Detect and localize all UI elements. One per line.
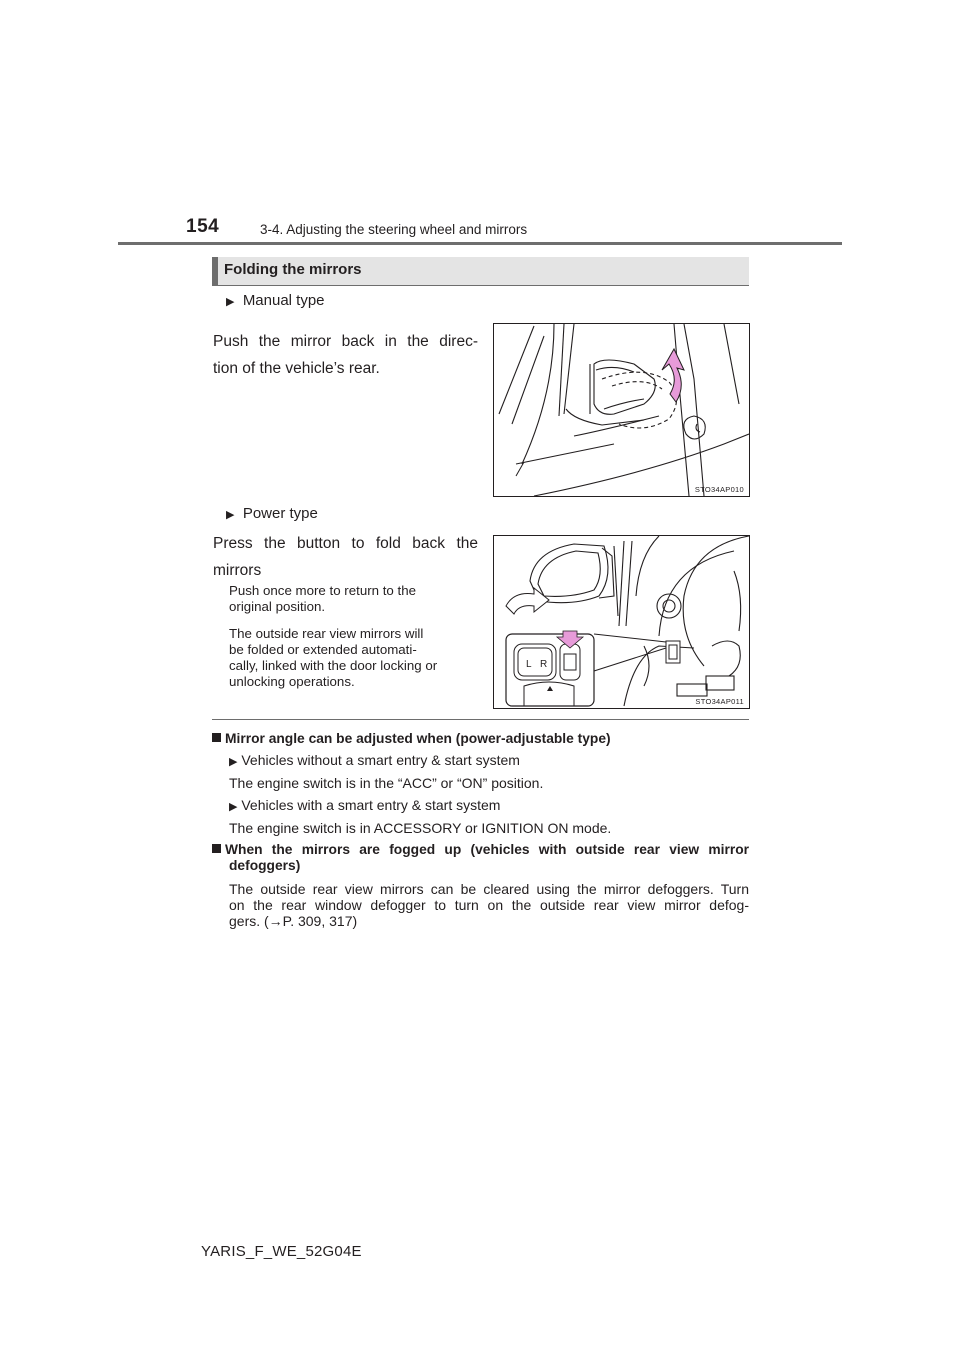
info-defogger-text (229, 881, 749, 929)
info-text-line: The outside rear view mirrors can be cleared using the mirror defoggers. Turn (229, 881, 749, 897)
note-line: original position. (229, 599, 326, 614)
power-note-2 (229, 626, 479, 690)
info-text: The engine switch is in ACCESSORY or IGNITION ON mode. (229, 820, 612, 836)
info-heading-text: defoggers) (229, 858, 301, 873)
info-text: The engine switch is in the “ACC” or “ON” position. (229, 775, 544, 791)
figure-code: STO34AP011 (695, 697, 744, 706)
power-type-heading (226, 505, 318, 522)
triangle-bullet-icon: ▶ (229, 756, 238, 768)
manual-type-label: Manual type (242, 292, 325, 309)
manual-instruction (213, 328, 478, 382)
header-rule (118, 242, 842, 245)
power-mirror-drawing (494, 536, 749, 708)
power-mirror-illustration (493, 535, 750, 709)
page-number: 154 (186, 216, 220, 237)
note-line: cally, linked with the door locking or (229, 658, 438, 673)
fold-arrow-icon (662, 349, 684, 402)
note-line: The outside rear view mirrors will (229, 626, 424, 641)
manual-instruction-line: Push the mirror back in the direc- (213, 333, 478, 350)
manual-type-heading (226, 292, 325, 309)
power-instruction (213, 530, 478, 584)
info-text-line: gers. (→P. 309, 317) (229, 913, 358, 929)
manual-mirror-illustration (493, 323, 750, 497)
power-instruction-line: Press the button to fold back the (213, 535, 478, 552)
info-sub-smart-entry (229, 797, 500, 815)
note-line: be folded or extended automati- (229, 642, 417, 657)
info-heading-mirror-angle (212, 731, 611, 747)
section-divider (212, 719, 749, 720)
triangle-bullet-icon: ▶ (226, 509, 235, 521)
manual-instruction-line: tion of the vehicle’s rear. (213, 360, 380, 377)
power-type-label: Power type (242, 505, 318, 522)
chapter-title: 3-4. Adjusting the steering wheel and mirrors (260, 222, 528, 237)
info-sub-text: Vehicles with a smart entry & start system (241, 797, 501, 813)
manual-mirror-drawing (494, 324, 749, 496)
info-text-line: on the rear window defogger to turn on the outside rear view mirror defog- (229, 897, 749, 913)
triangle-bullet-icon: ▶ (229, 801, 238, 813)
note-line: Push once more to return to the (229, 583, 417, 598)
info-sub-no-smart-entry (229, 752, 520, 770)
triangle-bullet-icon: ▶ (226, 296, 235, 308)
note-line: unlocking operations. (229, 674, 355, 689)
section-title-bar (212, 257, 749, 286)
switch-right-label: R (540, 659, 548, 670)
square-bullet-icon (212, 844, 221, 853)
footer-code: YARIS_F_WE_52G04E (201, 1243, 362, 1260)
info-heading-text: When the mirrors are fogged up (vehicles with outside rear view mirror (225, 842, 749, 857)
section-title: Folding the mirrors (224, 261, 362, 278)
figure-code: STO34AP010 (694, 485, 744, 494)
square-bullet-icon (212, 733, 221, 742)
info-heading-defoggers (212, 842, 749, 858)
power-instruction-line: mirrors (213, 562, 262, 579)
switch-left-label: L (526, 659, 532, 670)
info-heading-text: Mirror angle can be adjusted when (power-adjustable type) (225, 731, 611, 746)
section-marker (212, 257, 218, 285)
power-note-1 (229, 583, 479, 615)
info-sub-text: Vehicles without a smart entry & start system (241, 752, 520, 768)
